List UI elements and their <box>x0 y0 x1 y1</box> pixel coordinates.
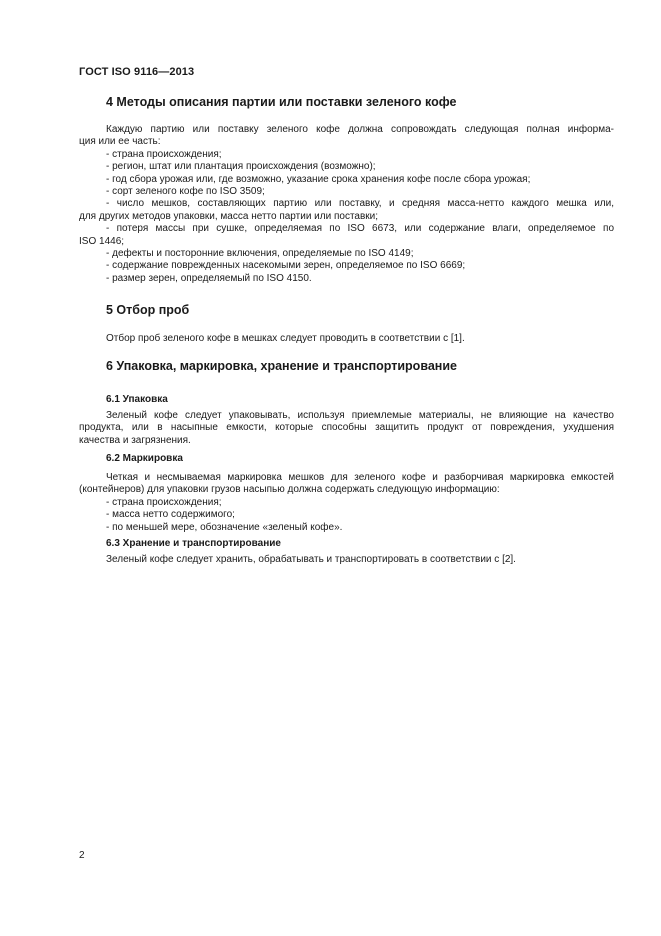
list-item: - размер зерен, определяемый по ISO 4150. <box>106 272 312 284</box>
section-5-title: 5 Отбор проб <box>106 303 190 317</box>
text-line: Зеленый кофе следует хранить, обрабатывать и транспортировать в соответствии с [2]. <box>106 554 516 565</box>
text-line: ISO 1446; <box>79 235 125 247</box>
section-6-1-title: 6.1 Упаковка <box>106 394 168 405</box>
text-line: Четкая и несмываемая маркировка мешков для зеленого кофе и разборчивая маркировка емкостей <box>106 472 614 483</box>
section-5-body <box>106 333 614 345</box>
list-item: - потеря массы при сушке, определяемая по ISO 6673, или содержание влаги, определяемое по <box>106 223 614 235</box>
list-item: - масса нетто содержимого; <box>106 509 235 521</box>
list-item: - год сбора урожая или, где возможно, указание срока хранения кофе после сбора урожая; <box>106 173 531 185</box>
section-6-2-body <box>79 472 614 534</box>
list-item: - дефекты и посторонние включения, определяемые по ISO 4149; <box>106 248 414 260</box>
text-line: Отбор проб зеленого кофе в мешках следует проводить в соответствии с [1]. <box>106 333 465 344</box>
section-6-1-body <box>79 410 614 447</box>
section-6-2-title: 6.2 Маркировка <box>106 453 183 464</box>
list-item: - содержание поврежденных насекомыми зерен, определяемое по ISO 6669; <box>106 260 466 272</box>
document-code-header: ГОСТ ISO 9116—2013 <box>79 66 195 78</box>
section-4-title: 4 Методы описания партии или поставки зеленого кофе <box>106 95 457 109</box>
list-item: - страна происхождения; <box>106 148 222 160</box>
text-line: для других методов упаковки, масса нетто партии или поставки; <box>79 210 379 222</box>
text-line: Зеленый кофе следует упаковывать, используя приемлемые материалы, не влияющие на качество <box>106 410 614 421</box>
list-item: - число мешков, составляющих партию или поставку, и средняя масса-нетто каждого мешка или, <box>106 198 614 210</box>
text-line: продукта, или в насыпные емкости, которые способны защитить продукт от повреждения, ухудшения <box>79 422 614 434</box>
text-line: качества и загрязнения. <box>79 434 191 446</box>
list-item: - страна происхождения; <box>106 496 222 508</box>
list-item: - регион, штат или плантация происхождения (возможно); <box>106 161 376 173</box>
list-item: - сорт зеленого кофе по ISO 3509; <box>106 186 265 198</box>
text-line: (контейнеров) для упаковки грузов насыпью должна содержать следующую информацию: <box>79 484 500 496</box>
page-number: 2 <box>79 850 85 861</box>
section-4-body <box>79 124 614 285</box>
section-6-3-title: 6.3 Хранение и транспортирование <box>106 538 281 549</box>
section-6-title: 6 Упаковка, маркировка, хранение и транспортирование <box>106 359 457 373</box>
text-line: ция или ее часть: <box>79 136 161 148</box>
section-6-3-body <box>106 554 614 566</box>
text-line: Каждую партию или поставку зеленого кофе должна сопровождать следующая полная информа- <box>106 124 614 135</box>
list-item: - по меньшей мере, обозначение «зеленый кофе». <box>106 521 343 533</box>
